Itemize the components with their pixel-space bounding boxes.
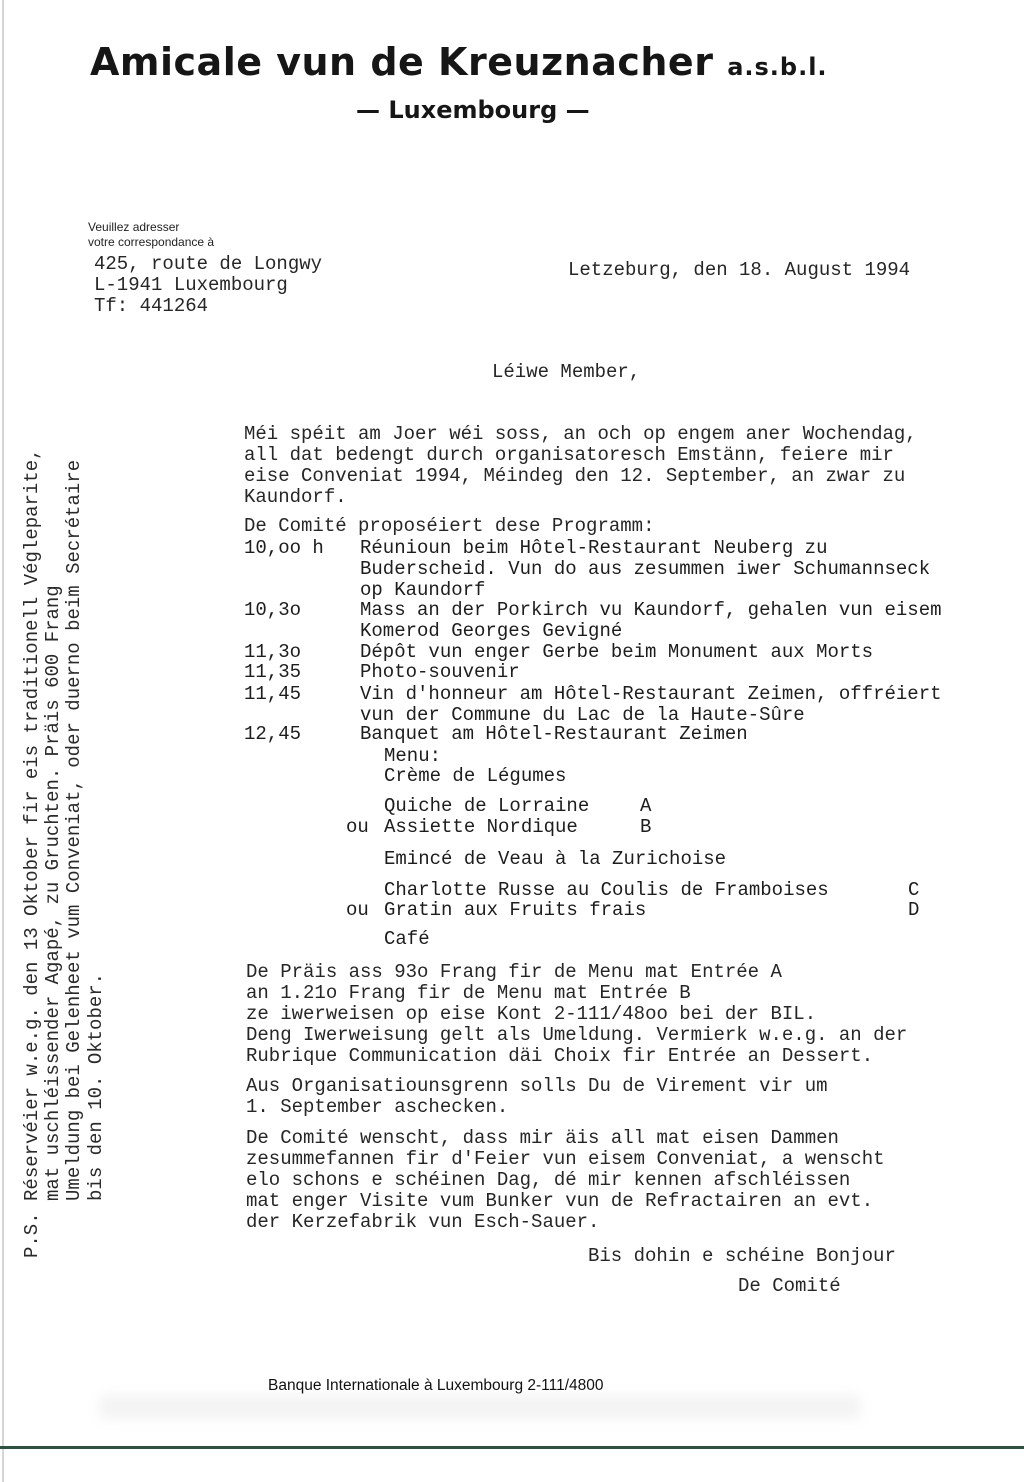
program-time: 10,3o xyxy=(244,599,302,621)
program-line: vun der Commune du Lac de la Haute-Sûre xyxy=(360,704,805,726)
intro-line: all dat bedengt durch organisatoresch Emstänn, feiere mir xyxy=(244,444,894,466)
program-line: Buderscheid. Vun do aus zesummen iwer Schumannseck xyxy=(360,558,931,580)
intro-line: Méi spéit am Joer wéi soss, an och op engem aner Wochendag, xyxy=(244,423,917,445)
deadline-line: Aus Organisatiounsgrenn solls Du de Virement vir um xyxy=(246,1075,828,1097)
menu-or-word: ou xyxy=(346,816,369,838)
program-time: 12,45 xyxy=(244,723,302,745)
program-time: 10,oo h xyxy=(244,537,324,559)
address-city: L-1941 Luxembourg xyxy=(94,274,288,296)
footer-rule xyxy=(0,1446,1024,1449)
org-suffix: a.s.b.l. xyxy=(727,53,828,81)
closing-line: De Comité wenscht, dass mir äis all mat eisen Dammen xyxy=(246,1127,839,1149)
program-line: Komerod Georges Gevigné xyxy=(360,620,623,642)
menu-dessert-d: Gratin aux Fruits frais xyxy=(384,899,647,921)
return-address xyxy=(94,254,322,317)
postscript-line: Umeldung bei Gelenheet vum Conveniat, oder duerno beim Secrétaire xyxy=(63,459,86,1258)
salutation: Léiwe Member, xyxy=(492,361,641,383)
menu-dessert-c: Charlotte Russe au Coulis de Framboises xyxy=(384,879,829,901)
program-time: 11,45 xyxy=(244,683,302,705)
program-description xyxy=(360,600,942,642)
price-line: De Präis ass 93o Frang fir de Menu mat Entrée A xyxy=(246,961,782,983)
intro-line: Kaundorf. xyxy=(244,486,347,508)
closing-line: zesummefannen fir d'Feier vun eisem Conveniat, a wenscht xyxy=(246,1148,885,1170)
program-line: Vin d'honneur am Hôtel-Restaurant Zeimen, offréiert xyxy=(360,683,942,705)
menu-coffee: Café xyxy=(384,928,430,950)
program-time: 11,35 xyxy=(244,661,302,683)
address-note-line1: Veuillez adresser xyxy=(88,220,180,234)
letterhead-location: — Luxembourg — xyxy=(356,96,590,124)
menu-mark-a: A xyxy=(640,795,652,817)
postscript-line: bis den 10. Oktober. xyxy=(84,972,107,1258)
closing-line: mat enger Visite vum Bunker vun de Refractairen an evt. xyxy=(246,1190,874,1212)
signature-comite: De Comité xyxy=(738,1275,841,1297)
address-note-line2: votre correspondance à xyxy=(88,235,215,249)
intro-line: eise Conveniat 1994, Méindeg den 12. September, an zwar zu xyxy=(244,465,906,487)
program-line: Réunioun beim Hôtel-Restaurant Neuberg zu xyxy=(360,537,828,559)
price-line: Deng Iwerweisung gelt als Umeldung. Vermierk w.e.g. an der xyxy=(246,1024,908,1046)
address-street: 425, route de Longwy xyxy=(94,253,323,275)
closing-line: der Kerzefabrik vun Esch-Sauer. xyxy=(246,1211,600,1233)
program-line: Dépôt vun enger Gerbe beim Monument aux Morts xyxy=(360,641,874,663)
letter-date: Letzeburg, den 18. August 1994 xyxy=(568,259,911,281)
deadline-paragraph xyxy=(246,1076,828,1118)
menu-starter-b: Assiette Nordique xyxy=(384,816,578,838)
postscript-line: mat uschléissender Agapé, zu Gruchten. Präis 600 Frang xyxy=(42,585,65,1258)
price-line: an 1.21o Frang fir de Menu mat Entrée B xyxy=(246,982,691,1004)
show-through-smudge xyxy=(100,1395,860,1419)
address-phone: Tf: 441264 xyxy=(94,295,209,317)
menu-main: Emincé de Veau à la Zurichoise xyxy=(384,848,727,870)
menu-mark-d: D xyxy=(908,899,920,921)
program-intro: De Comité proposéiert dese Programm: xyxy=(244,515,655,537)
program-description xyxy=(360,684,942,726)
program-line: Mass an der Porkirch vu Kaundorf, gehalen vun eisem xyxy=(360,599,942,621)
footer-bank-line: Banque Internationale à Luxembourg 2-111/4800 xyxy=(268,1377,604,1394)
menu-mark-b: B xyxy=(640,816,652,838)
menu-heading: Menu: xyxy=(384,745,442,767)
page-edge-mark xyxy=(2,0,4,1482)
menu-starter-a: Quiche de Lorraine xyxy=(384,795,590,817)
org-name: Amicale vun de Kreuznacher xyxy=(90,40,714,84)
deadline-line: 1. September aschecken. xyxy=(246,1096,509,1118)
program-description xyxy=(360,538,930,601)
program-line: Banquet am Hôtel-Restaurant Zeimen xyxy=(360,723,748,745)
sign-off: Bis dohin e schéine Bonjour xyxy=(588,1245,896,1267)
program-line: op Kaundorf xyxy=(360,579,486,601)
address-note xyxy=(88,220,214,250)
price-paragraph xyxy=(246,962,907,1067)
closing-line: elo schons e schéinen Dag, dé mir kennen afschléissen xyxy=(246,1169,851,1191)
program-time: 11,3o xyxy=(244,641,302,663)
postscript-line: P.S. Réservéier w.e.g. den 13 Oktober fir eis traditionell Végleparite, xyxy=(21,448,43,1258)
price-line: ze iwerweisen op eise Kont 2-111/48oo bei der BIL. xyxy=(246,1003,817,1025)
price-line: Rubrique Communication däi Choix fir Entrée an Dessert. xyxy=(246,1045,874,1067)
closing-paragraph xyxy=(246,1128,885,1233)
menu-mark-c: C xyxy=(908,879,920,901)
program-line: Photo-souvenir xyxy=(360,661,520,683)
menu-or-word: ou xyxy=(346,899,369,921)
postscript-vertical xyxy=(22,448,107,1258)
menu-soup: Crème de Légumes xyxy=(384,765,567,787)
intro-paragraph xyxy=(244,424,917,508)
letterhead-title xyxy=(90,40,828,84)
